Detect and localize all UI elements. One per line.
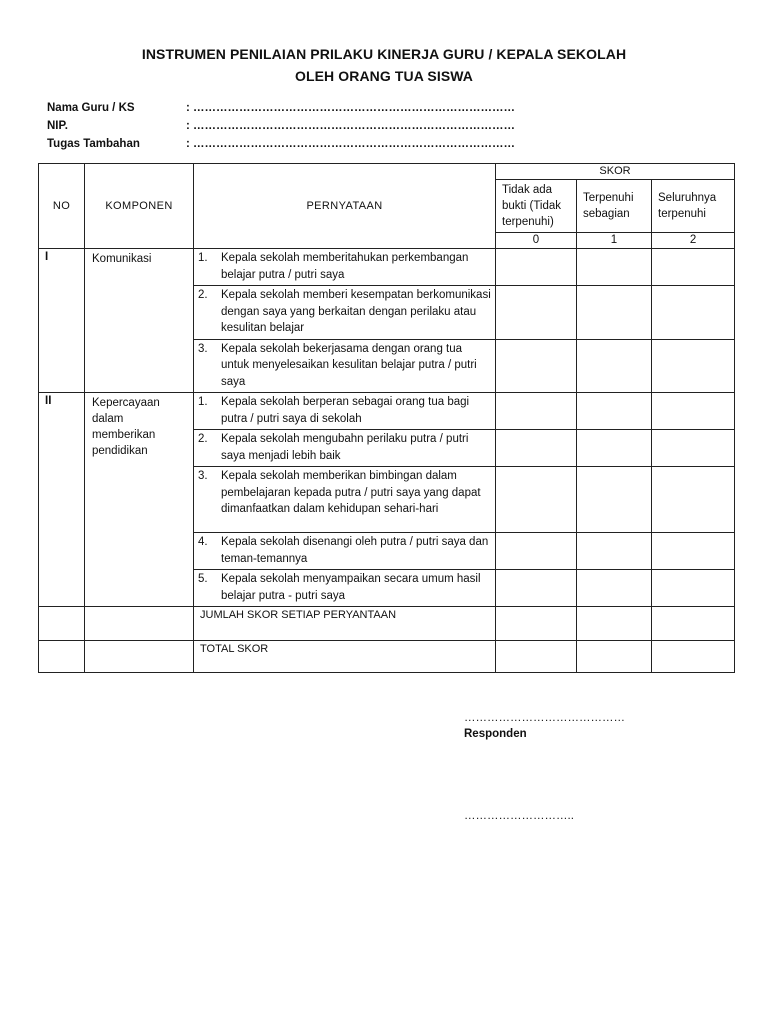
statement-cell [194, 393, 496, 430]
section-komponen: Kepercayaan dalam memberikan pendidikan [85, 393, 194, 607]
score-option-label: Terpenuhi sebagian [577, 180, 652, 233]
score-cell-0[interactable] [496, 533, 577, 570]
statement-text: Kepala sekolah memberi kesempatan berkomunikasi dengan saya yang berkaitan dengan perilaku atau kesulitan belajar [221, 289, 491, 334]
score-cell-2[interactable] [652, 249, 735, 286]
total-row [39, 641, 735, 673]
nip-field[interactable]: : ………………………………………………………………………… [186, 120, 516, 132]
score-cell-0[interactable] [496, 286, 577, 340]
score-cell-1[interactable] [577, 570, 652, 607]
score-cell-2[interactable] [652, 607, 735, 641]
score-option-label: Seluruhnya terpenuhi [652, 180, 735, 233]
statement-number: 4. [198, 536, 208, 548]
statement-number: 5. [198, 573, 208, 585]
jumlah-row [39, 607, 735, 641]
identity-row-tugas [47, 135, 515, 153]
header-komponen: KOMPONEN [85, 164, 194, 249]
score-cell-2[interactable] [652, 393, 735, 430]
score-value: 0 [496, 233, 577, 249]
header-skor: SKOR [496, 164, 735, 180]
statement-number: 2. [198, 433, 208, 445]
header-no: NO [39, 164, 85, 249]
score-cell-2[interactable] [652, 533, 735, 570]
statement-text: Kepala sekolah disenangi oleh putra / putri saya dan teman-temannya [221, 536, 489, 565]
score-cell-2[interactable] [652, 286, 735, 340]
statement-cell [194, 249, 496, 286]
identity-block [47, 99, 515, 153]
section-komponen: Komunikasi [85, 249, 194, 393]
score-cell-0[interactable] [496, 249, 577, 286]
statement-cell [194, 467, 496, 533]
total-label: TOTAL SKOR [194, 641, 496, 673]
score-cell-2[interactable] [652, 339, 735, 393]
score-cell-2[interactable] [652, 570, 735, 607]
empty-cell [39, 607, 85, 641]
statement-text: Kepala sekolah mengubahn perilaku putra / putri saya menjadi lebih baik [221, 433, 469, 462]
nama-guru-field[interactable]: : ………………………………………………………………………… [186, 102, 516, 114]
statement-number: 1. [198, 396, 208, 408]
score-cell-2[interactable] [652, 641, 735, 673]
score-cell-1[interactable] [577, 430, 652, 467]
statement-text: Kepala sekolah bekerjasama dengan orang tua untuk menyelesaikan kesulitan belajar putra / putri saya [221, 342, 477, 388]
table-row [39, 393, 735, 430]
empty-cell [85, 607, 194, 641]
name-line[interactable]: ……………………….. [464, 810, 574, 822]
score-cell-0[interactable] [496, 467, 577, 533]
statement-text: Kepala sekolah menyampaikan secara umum hasil belajar putra - putri saya [221, 573, 481, 602]
statement-text: Kepala sekolah memberitahukan perkembangan belajar putra / putri saya [221, 252, 469, 281]
score-cell-0[interactable] [496, 430, 577, 467]
table-body [39, 249, 735, 673]
score-option-label: Tidak ada bukti (Tidak terpenuhi) [496, 180, 577, 233]
score-cell-1[interactable] [577, 641, 652, 673]
page-title: INSTRUMEN PENILAIAN PRILAKU KINERJA GURU / KEPALA SEKOLAH [141, 46, 627, 62]
score-cell-0[interactable] [496, 607, 577, 641]
score-cell-0[interactable] [496, 393, 577, 430]
tugas-tambahan-field[interactable]: : ………………………………………………………………………… [186, 138, 516, 150]
score-cell-0[interactable] [496, 570, 577, 607]
page-subtitle: OLEH ORANG TUA SISWA [294, 68, 474, 84]
score-cell-2[interactable] [652, 467, 735, 533]
identity-row-nip [47, 117, 515, 135]
score-value: 1 [577, 233, 652, 249]
identity-row-nama [47, 99, 515, 117]
section-number: I [39, 249, 85, 393]
score-cell-1[interactable] [577, 393, 652, 430]
score-cell-1[interactable] [577, 607, 652, 641]
table-row [39, 249, 735, 286]
statement-number: 2. [198, 289, 208, 301]
score-cell-1[interactable] [577, 339, 652, 393]
score-cell-0[interactable] [496, 339, 577, 393]
score-cell-1[interactable] [577, 533, 652, 570]
statement-number: 3. [198, 470, 208, 482]
identity-label: NIP. [47, 120, 68, 132]
section-number: II [39, 393, 85, 607]
score-cell-0[interactable] [496, 641, 577, 673]
statement-cell [194, 533, 496, 570]
statement-text: Kepala sekolah berperan sebagai orang tua bagi putra / putri saya di sekolah [221, 396, 470, 425]
statement-cell [194, 339, 496, 393]
statement-cell [194, 430, 496, 467]
statement-number: 1. [198, 252, 208, 264]
statement-cell [194, 286, 496, 340]
assessment-table [38, 163, 735, 673]
score-cell-2[interactable] [652, 430, 735, 467]
identity-label: Tugas Tambahan [47, 138, 140, 150]
signature-role: Responden [464, 728, 527, 740]
score-cell-1[interactable] [577, 249, 652, 286]
identity-label: Nama Guru / KS [47, 102, 135, 114]
header-pernyataan: PERNYATAAN [194, 164, 496, 249]
statement-cell [194, 570, 496, 607]
empty-cell [85, 641, 194, 673]
empty-cell [39, 641, 85, 673]
score-cell-1[interactable] [577, 286, 652, 340]
score-cell-1[interactable] [577, 467, 652, 533]
signature-line[interactable]: …………………………………… [464, 712, 625, 724]
score-value: 2 [652, 233, 735, 249]
statement-text: Kepala sekolah memberikan bimbingan dalam pembelajaran kepada putra / putri saya yang dapat dimanfaatkan dalam kehidupan sehari-hari [221, 470, 481, 515]
jumlah-label: JUMLAH SKOR SETIAP PERYANTAAN [194, 607, 496, 641]
statement-number: 3. [198, 342, 208, 355]
